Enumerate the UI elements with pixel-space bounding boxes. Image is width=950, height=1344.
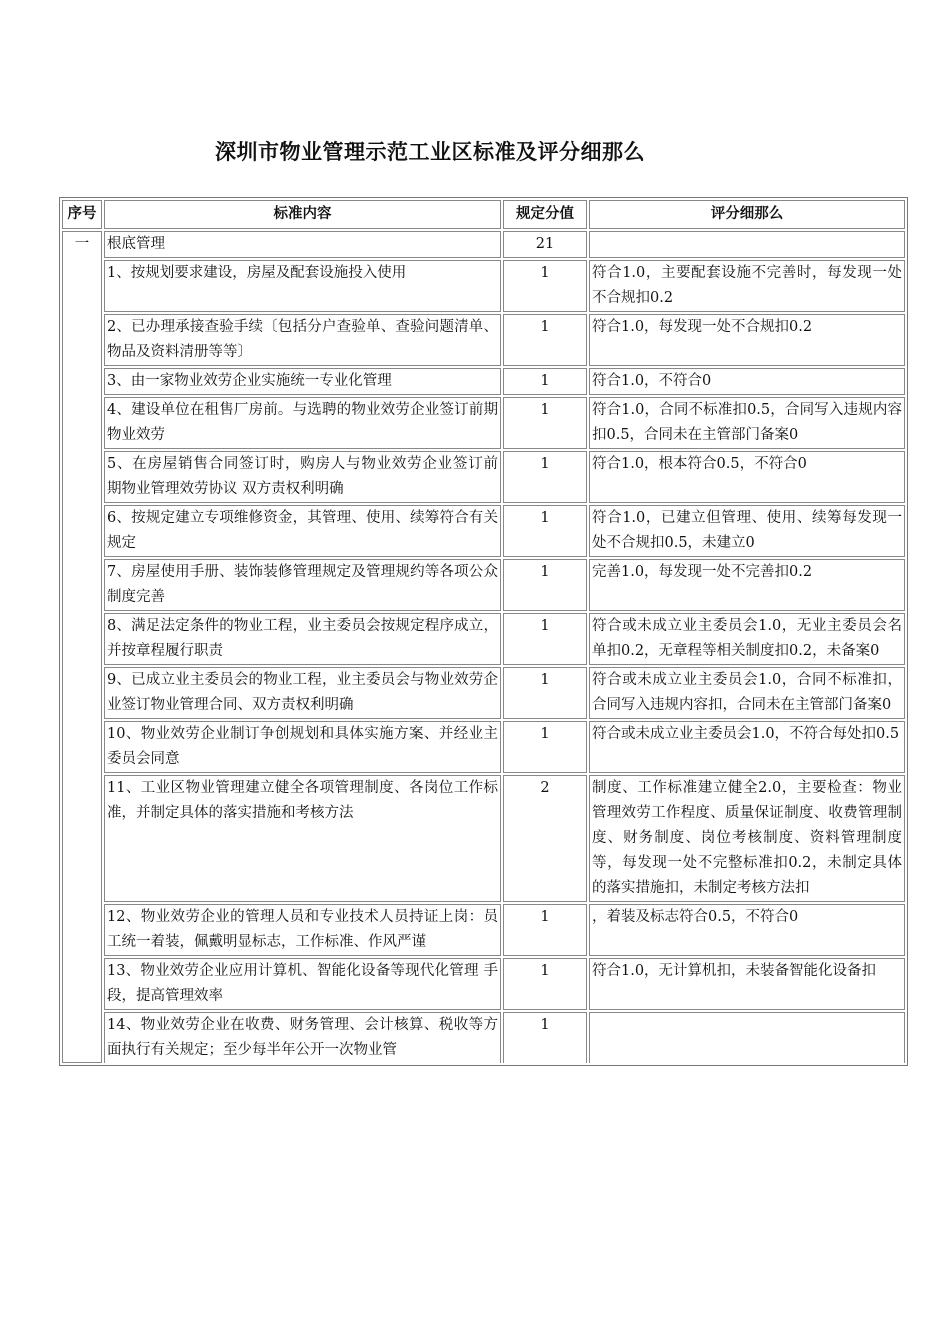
row-detail: 完善1.0，每发现一处不完善扣0.2 [589, 559, 905, 611]
row-content: 12、物业效劳企业的管理人员和专业技术人员持证上岗：员工统一着装，佩戴明显标志，工作标准、作风严谨 [104, 904, 501, 956]
table-row [62, 958, 905, 1010]
row-score: 1 [503, 397, 587, 449]
row-score: 1 [503, 451, 587, 503]
header-row [62, 200, 905, 229]
row-score: 1 [503, 904, 587, 956]
row-score: 1 [503, 958, 587, 1010]
standards-table [59, 197, 908, 1066]
row-content: 13、物业效劳企业应用计算机、智能化设备等现代化管理 手段，提高管理效率 [104, 958, 501, 1010]
table-row [62, 505, 905, 557]
row-detail [589, 1012, 905, 1063]
table-row [62, 451, 905, 503]
row-score: 1 [503, 505, 587, 557]
section-content: 根底管理 [104, 231, 501, 258]
table-row [62, 904, 905, 956]
row-detail: 符合1.0，已建立但管理、使用、续筹每发现一处不合规扣0.5，未建立0 [589, 505, 905, 557]
table-row [62, 397, 905, 449]
row-content: 8、满足法定条件的物业工程，业主委员会按规定程序成立，并按章程履行职责 [104, 613, 501, 665]
table-row [62, 559, 905, 611]
row-detail: 符合1.0，合同不标准扣0.5，合同写入违规内容扣0.5，合同未在主管部门备案0 [589, 397, 905, 449]
table-row [62, 260, 905, 312]
row-detail: 符合1.0，不符合0 [589, 368, 905, 395]
row-content: 7、房屋使用手册、装饰装修管理规定及管理规约等各项公众制度完善 [104, 559, 501, 611]
section-score: 21 [503, 231, 587, 258]
row-score: 1 [503, 1012, 587, 1063]
header-content: 标准内容 [104, 200, 501, 229]
row-score: 1 [503, 721, 587, 773]
row-score: 1 [503, 559, 587, 611]
table-row [62, 314, 905, 366]
row-detail: 符合1.0，无计算机扣，未装备智能化设备扣 [589, 958, 905, 1010]
row-content: 3、由一家物业效劳企业实施统一专业化管理 [104, 368, 501, 395]
row-score: 2 [503, 775, 587, 902]
row-content: 2、已办理承接查验手续〔包括分户查验单、查验问题清单、物品及资料清册等等〕 [104, 314, 501, 366]
header-detail: 评分细那么 [589, 200, 905, 229]
row-detail: 符合1.0，每发现一处不合规扣0.2 [589, 314, 905, 366]
row-detail: ，着装及标志符合0.5，不符合0 [589, 904, 905, 956]
row-content: 1、按规划要求建设，房屋及配套设施投入使用 [104, 260, 501, 312]
page-title: 深圳市物业管理示范工业区标准及评分细那么 [215, 140, 645, 164]
table-row [62, 721, 905, 773]
table-row [62, 368, 905, 395]
row-score: 1 [503, 314, 587, 366]
header-score: 规定分值 [503, 200, 587, 229]
row-detail: 符合1.0，根本符合0.5，不符合0 [589, 451, 905, 503]
row-content: 5、在房屋销售合同签订时，购房人与物业效劳企业签订前 期物业管理效劳协议 双方责权利明确 [104, 451, 501, 503]
row-score: 1 [503, 613, 587, 665]
row-detail: 制度、工作标准建立健全2.0，主要检查：物业管理效劳工作程度、质量保证制度、收费管理制度、财务制度、岗位考核制度、资料管理制度等，每发现一处不完整标准扣0.2，未制定具体的落实措施扣，未制定考核方法扣 [589, 775, 905, 902]
section-detail [589, 231, 905, 258]
row-score: 1 [503, 368, 587, 395]
table-row [62, 1012, 905, 1063]
header-seq: 序号 [62, 200, 102, 229]
row-detail: 符合或未成立业主委员会1.0，不符合每处扣0.5 [589, 721, 905, 773]
row-detail: 符合或未成立业主委员会1.0，无业主委员会名单扣0.2，无章程等相关制度扣0.2，未备案0 [589, 613, 905, 665]
row-content: 9、已成立业主委员会的物业工程，业主委员会与物业效劳企业签订物业管理合同、双方责权利明确 [104, 667, 501, 719]
table-row [62, 775, 905, 902]
row-content: 10、物业效劳企业制订争创规划和具体实施方案、并经业主委员会同意 [104, 721, 501, 773]
row-content: 11、工业区物业管理建立健全各项管理制度、各岗位工作标准，并制定具体的落实措施和考核方法 [104, 775, 501, 902]
table-row [62, 613, 905, 665]
row-detail: 符合或未成立业主委员会1.0，合同不标准扣，合同写入违规内容扣，合同未在主管部门备案0 [589, 667, 905, 719]
table-row [62, 667, 905, 719]
row-content: 14、物业效劳企业在收费、财务管理、会计核算、税收等方 面执行有关规定；至少每半年公开一次物业管 [104, 1012, 501, 1063]
row-content: 6、按规定建立专项维修资金，其管理、使用、续筹符合有关规定 [104, 505, 501, 557]
row-content: 4、建设单位在租售厂房前。与选聘的物业效劳企业签订前期物业效劳 [104, 397, 501, 449]
section-seq: 一 [62, 231, 102, 1063]
row-score: 1 [503, 260, 587, 312]
section-row [62, 231, 905, 258]
row-detail: 符合1.0，主要配套设施不完善时，每发现一处不合规扣0.2 [589, 260, 905, 312]
row-score: 1 [503, 667, 587, 719]
